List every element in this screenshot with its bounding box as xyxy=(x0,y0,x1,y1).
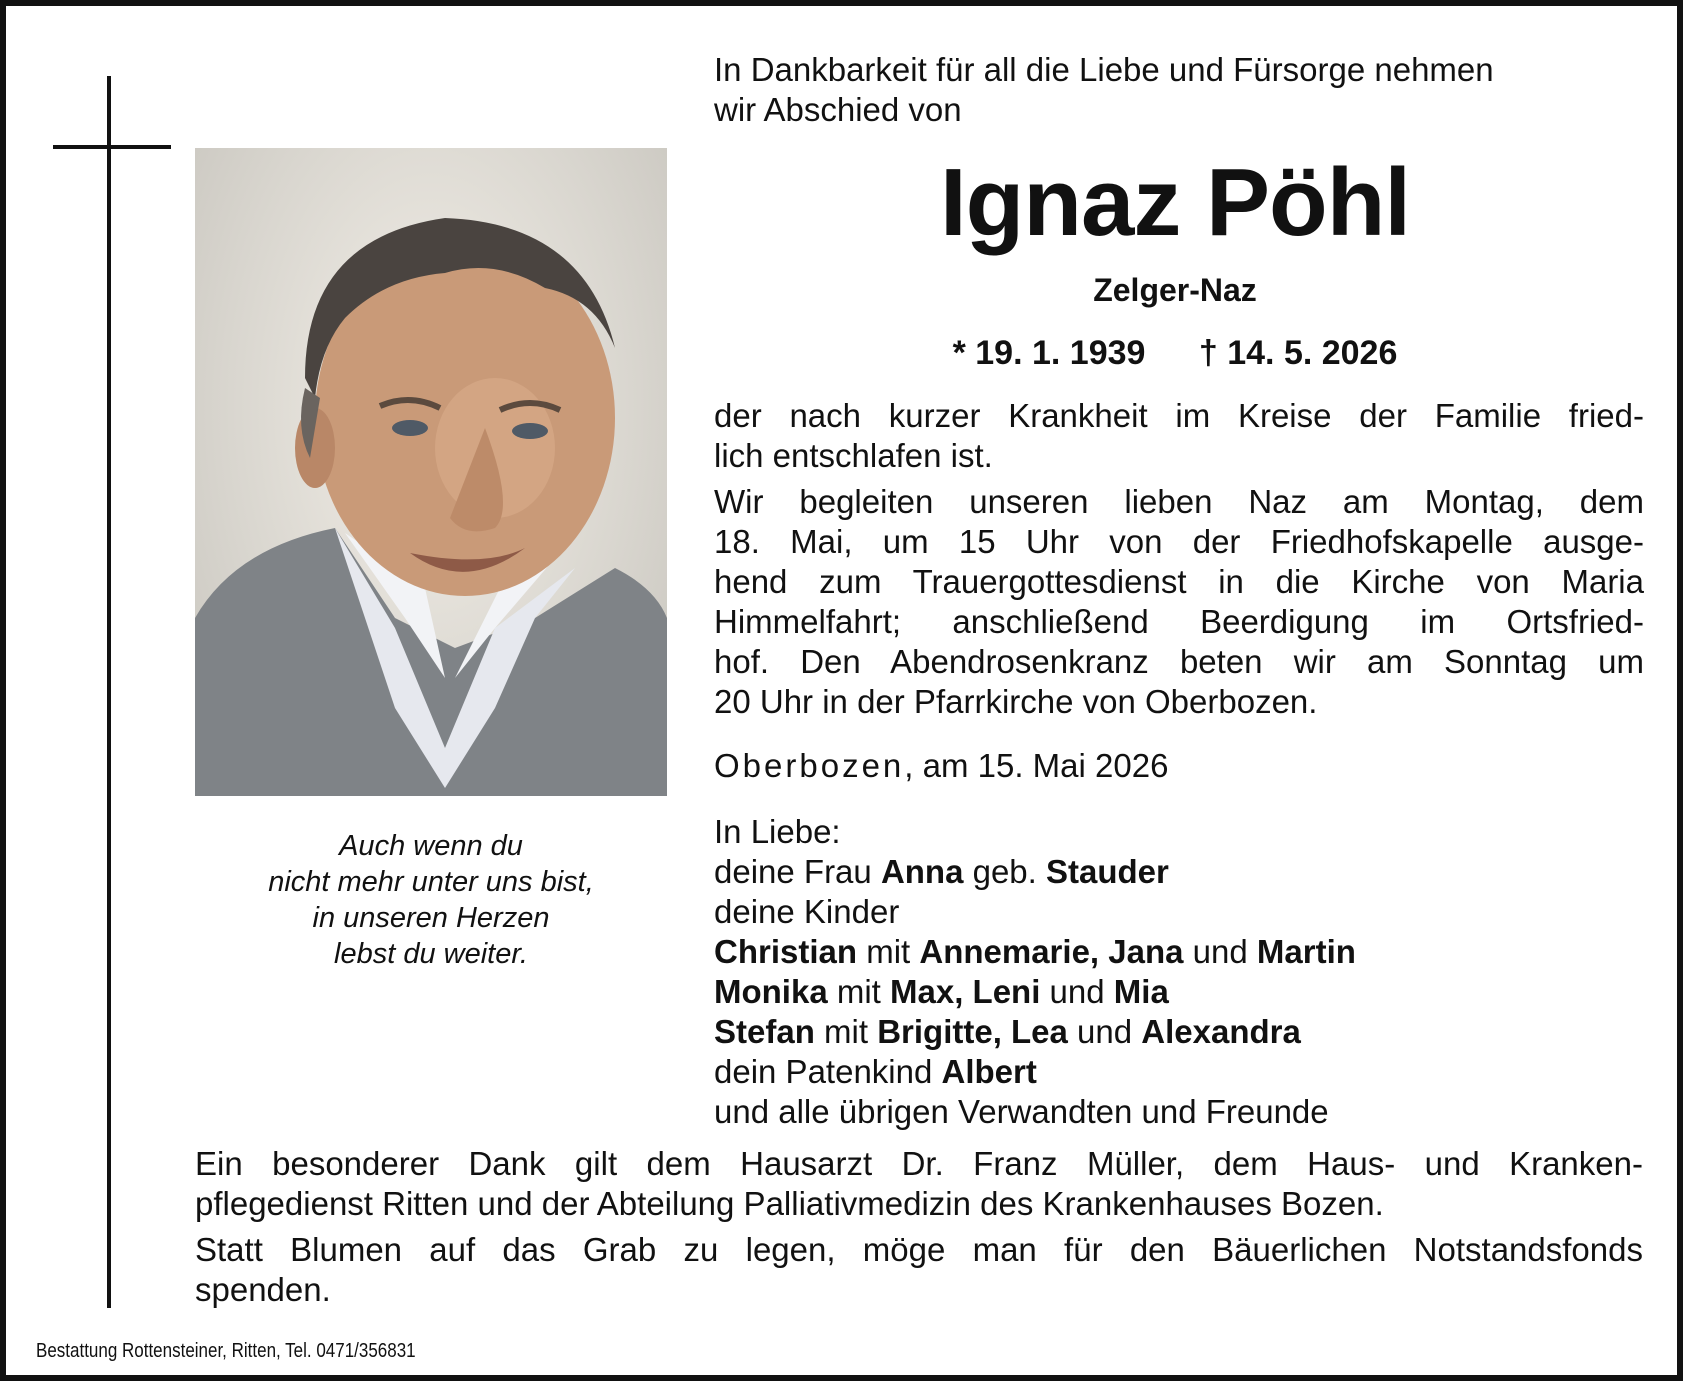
wife-name: Anna xyxy=(880,853,964,890)
intro-line: wir Abschied von xyxy=(714,91,962,128)
family-heading: In Liebe: xyxy=(714,813,841,850)
text: deine Frau xyxy=(714,853,881,890)
child-family-name: Alexandra xyxy=(1141,1013,1301,1050)
child-name: Monika xyxy=(714,973,828,1010)
family-line-child xyxy=(714,972,1356,1012)
child-name: Stefan xyxy=(714,1013,815,1050)
portrait-illustration xyxy=(195,148,667,796)
family-line-child xyxy=(714,1012,1356,1052)
children-heading: deine Kinder xyxy=(714,893,900,930)
intro-text xyxy=(714,50,1494,130)
text: und xyxy=(1183,933,1257,970)
memorial-quote xyxy=(195,828,667,972)
thanks-line: pflegedienst Ritten und der Abteilung Palliativmedizin des Krankenhauses Bozen. xyxy=(195,1185,1384,1222)
deceased-nickname: Zelger-Naz xyxy=(1093,272,1257,308)
family-line-others: und alle übrigen Verwandten und Freunde xyxy=(714,1093,1329,1130)
portrait-photo xyxy=(195,148,667,796)
family-line-wife xyxy=(714,852,1356,892)
quote-line: in unseren Herzen xyxy=(312,902,550,934)
text: und xyxy=(1067,1013,1142,1050)
family-line-child xyxy=(714,932,1356,972)
cross-horizontal-bar xyxy=(53,145,171,149)
death-date: † 14. 5. 2026 xyxy=(1198,334,1398,372)
birth-date: * 19. 1. 1939 xyxy=(952,334,1146,372)
text: geb. xyxy=(963,853,1047,890)
body-line: hof. Den Abendrosenkranz beten wir am Sonntag um xyxy=(714,643,1644,680)
family-list xyxy=(714,812,1356,1132)
text: mit xyxy=(857,933,920,970)
place-town: Oberbozen xyxy=(714,747,905,784)
thanks-line: spenden. xyxy=(195,1271,331,1308)
cross-vertical-bar xyxy=(107,76,111,1308)
body-line: Wir begleiten unseren lieben Naz am Montag, dem xyxy=(714,483,1644,520)
child-family-names: Annemarie, Jana xyxy=(919,933,1184,970)
quote-line: lebst du weiter. xyxy=(334,938,528,970)
child-family-name: Martin xyxy=(1256,933,1356,970)
text: mit xyxy=(827,973,891,1010)
body-line: Himmelfahrt; anschließend Beerdigung im Ortsfried- xyxy=(714,603,1644,640)
text: und xyxy=(1040,973,1114,1010)
place-date: , am 15. Mai 2026 xyxy=(904,747,1169,784)
body-line: 20 Uhr in der Pfarrkirche von Oberbozen. xyxy=(714,683,1318,720)
text: mit xyxy=(814,1013,878,1050)
text: dein Patenkind xyxy=(714,1053,942,1090)
announcement-text xyxy=(714,396,1644,722)
body-line: der nach kurzer Krankheit im Kreise der Familie fried- xyxy=(714,397,1644,434)
family-line-godchild xyxy=(714,1052,1356,1092)
body-line: lich entschlafen ist. xyxy=(714,437,993,474)
quote-line: nicht mehr unter uns bist, xyxy=(268,866,594,898)
wife-maiden-name: Stauder xyxy=(1046,853,1169,890)
thanks-text xyxy=(195,1144,1643,1310)
life-dates xyxy=(714,332,1636,374)
body-line: 18. Mai, um 15 Uhr von der Friedhofskapelle ausge- xyxy=(714,523,1644,560)
body-line: hend zum Trauergottesdienst in die Kirche von Maria xyxy=(714,563,1644,600)
thanks-line: Ein besonderer Dank gilt dem Hausarzt Dr. Franz Müller, dem Haus- und Kranken- xyxy=(195,1145,1643,1182)
thanks-line: Statt Blumen auf das Grab zu legen, möge man für den Bäuerlichen Notstandsfonds xyxy=(195,1231,1643,1268)
deceased-name: Ignaz Pöhl xyxy=(940,149,1410,256)
child-family-names: Max, Leni xyxy=(890,973,1041,1010)
child-name: Christian xyxy=(714,933,858,970)
godchild-name: Albert xyxy=(941,1053,1037,1090)
intro-line: In Dankbarkeit für all die Liebe und Fürsorge nehmen xyxy=(714,51,1494,88)
place-and-date xyxy=(714,746,1168,786)
quote-line: Auch wenn du xyxy=(339,830,523,862)
funeral-home-info: Bestattung Rottensteiner, Ritten, Tel. 0471/356831 xyxy=(36,1340,416,1362)
child-family-names: Brigitte, Lea xyxy=(877,1013,1068,1050)
child-family-name: Mia xyxy=(1113,973,1169,1010)
